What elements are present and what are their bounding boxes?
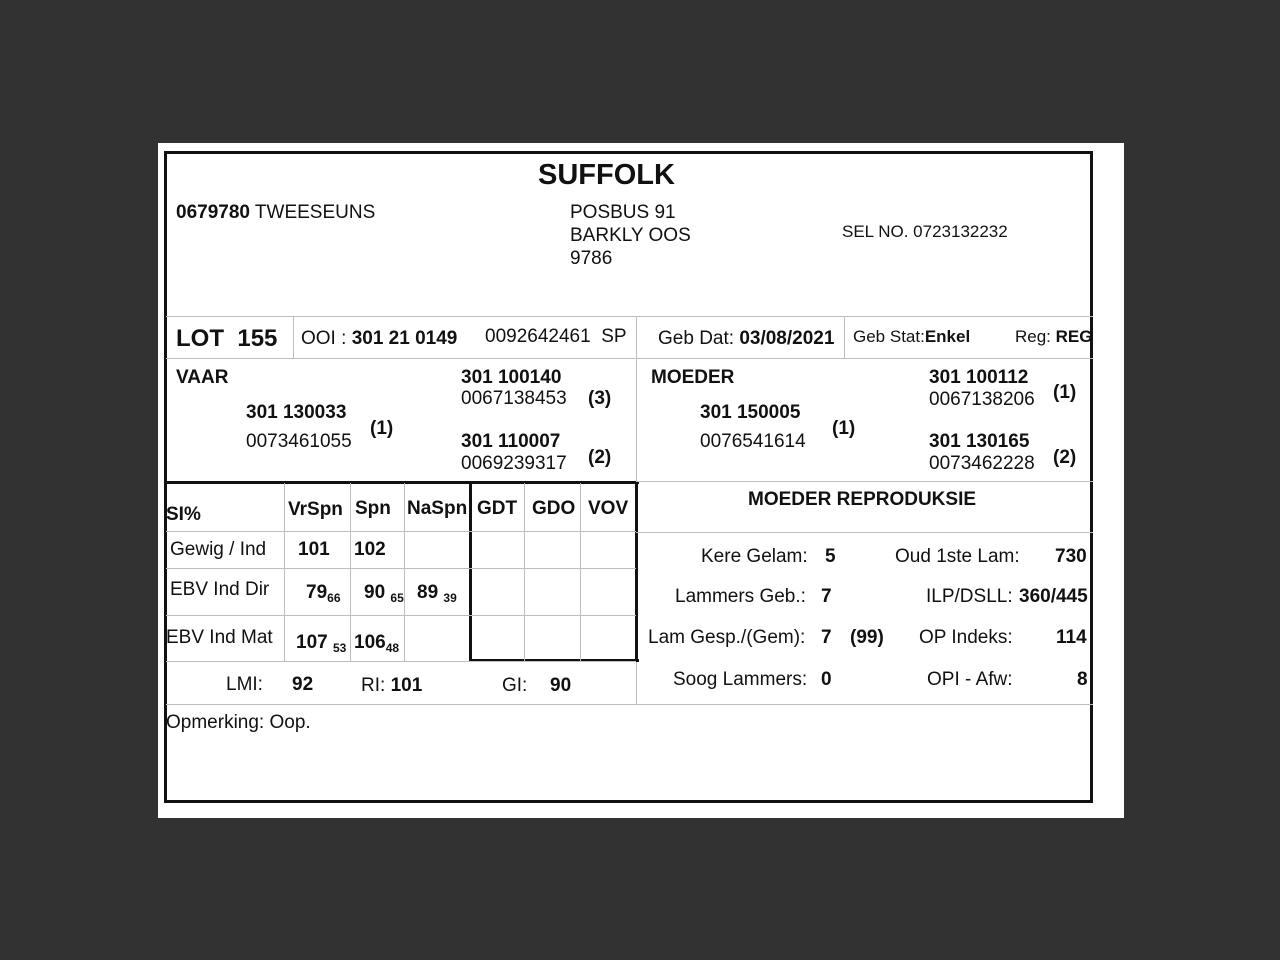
sire-dam-mark: (2) xyxy=(588,447,612,468)
dam-sire-reg: 0067138206 xyxy=(929,389,1035,410)
header-gdo: GDO xyxy=(532,498,576,519)
sire-id: 301 130033 xyxy=(246,402,347,423)
soog-value: 0 xyxy=(821,669,832,690)
lot-card xyxy=(158,143,1124,818)
gi-value: 90 xyxy=(550,675,572,696)
dam-label: MOEDER xyxy=(651,367,735,388)
ilp-value: 360/445 xyxy=(1019,586,1088,607)
cell-naspn: 89 $_{39}$ xyxy=(417,582,457,605)
op-value: 114 xyxy=(1056,627,1087,648)
sire-sire-id: 301 100140 xyxy=(461,367,562,388)
dam-sire-mark: (1) xyxy=(1053,382,1077,403)
owner-name: TWEESEUNS xyxy=(254,202,376,223)
ooi: OOI : 301 21 0149 xyxy=(301,328,458,349)
op-label: OP Indeks: xyxy=(919,627,1013,648)
birth-date: Geb Dat: 03/08/2021 xyxy=(658,328,835,349)
dam-sire-id: 301 100112 xyxy=(929,367,1029,388)
sire-sire-reg: 0067138453 xyxy=(461,388,567,409)
remark: Opmerking: Oop. xyxy=(166,712,311,733)
opi-label: OPI - Afw: xyxy=(927,669,1013,690)
divider xyxy=(636,481,1093,482)
header-vov: VOV xyxy=(588,498,629,519)
lmi-label: LMI: xyxy=(226,674,263,695)
oud-value: 730 xyxy=(1055,546,1087,567)
address-line3: 9786 xyxy=(570,248,613,269)
divider xyxy=(636,532,1093,533)
cell-vrspn: $79_{66}$ xyxy=(306,582,341,605)
lammers-geb-label: Lammers Geb.: xyxy=(675,586,806,607)
header-spn: Spn xyxy=(355,498,391,519)
dam-mark: (1) xyxy=(832,418,856,439)
kere-gelam-label: Kere Gelam: xyxy=(701,546,808,567)
sire-reg: 0073461055 xyxy=(246,431,352,452)
sire-sire-mark: (3) xyxy=(588,388,612,409)
cell-spn: 102 xyxy=(354,539,386,560)
lam-gesp-label: Lam Gesp./(Gem): xyxy=(648,627,806,648)
phone-number: SEL NO. 0723132232 xyxy=(842,222,1008,241)
lot-number: LOT 155 xyxy=(176,325,278,352)
dam-dam-mark: (2) xyxy=(1053,447,1077,468)
row-label: EBV Ind Dir xyxy=(170,579,270,600)
sire-mark: (1) xyxy=(370,418,394,439)
divider xyxy=(293,316,294,358)
row-label: EBV Ind Mat xyxy=(166,627,273,648)
divider xyxy=(844,316,845,358)
gi-label: GI: xyxy=(502,675,528,696)
dam-dam-reg: 0073462228 xyxy=(929,453,1035,474)
address-line2: BARKLY OOS xyxy=(570,225,691,246)
ooi-reg: 0092642461 SP xyxy=(485,326,627,347)
divider xyxy=(166,316,1093,317)
dam-reg: 0076541614 xyxy=(700,431,806,452)
cell-spn: 90 $_{65}$ xyxy=(364,582,404,605)
divider xyxy=(166,704,1093,705)
owner xyxy=(176,203,375,222)
lammers-geb-value: 7 xyxy=(821,586,832,607)
ilp-label: ILP/DSLL: xyxy=(926,586,1013,607)
cell-vrspn: 107 $_{53}$ xyxy=(296,632,347,655)
opi-value: 8 xyxy=(1077,669,1088,690)
kere-gelam-value: 5 xyxy=(825,546,836,567)
oud-label: Oud 1ste Lam: xyxy=(895,546,1020,567)
breed-title: SUFFOLK xyxy=(538,159,675,191)
sire-dam-id: 301 110007 xyxy=(461,431,561,452)
header-si: SI% xyxy=(166,504,201,525)
lam-gesp-value: 7 xyxy=(821,627,832,648)
header-gdt: GDT xyxy=(477,498,518,519)
divider xyxy=(166,358,1093,359)
soog-label: Soog Lammers: xyxy=(673,669,808,690)
header-vrspn: VrSpn xyxy=(288,499,343,520)
sire-dam-reg: 0069239317 xyxy=(461,453,567,474)
registration: Reg: REG xyxy=(1015,327,1093,346)
birth-status: Geb Stat:Enkel xyxy=(853,327,971,346)
ri-index: RI: 101 xyxy=(361,675,423,696)
ooi-id: 301 21 0149 xyxy=(351,328,458,349)
lmi-value: 92 xyxy=(292,674,314,695)
card-border xyxy=(164,151,1093,803)
address-line1: POSBUS 91 xyxy=(570,202,676,223)
dam-dam-id: 301 130165 xyxy=(929,431,1030,452)
sire-label: VAAR xyxy=(176,367,229,388)
header-naspn: NaSpn xyxy=(407,498,468,519)
lam-gem-value: (99) xyxy=(850,627,884,648)
cell-vrspn: 101 xyxy=(298,539,330,560)
dam-id: 301 150005 xyxy=(700,402,801,423)
cell-spn: $106_{48}$ xyxy=(354,632,400,655)
reproduction-title: MOEDER REPRODUKSIE xyxy=(748,489,977,510)
owner-code: 0679780 xyxy=(176,202,250,223)
row-label: Gewig / Ind xyxy=(170,539,267,560)
